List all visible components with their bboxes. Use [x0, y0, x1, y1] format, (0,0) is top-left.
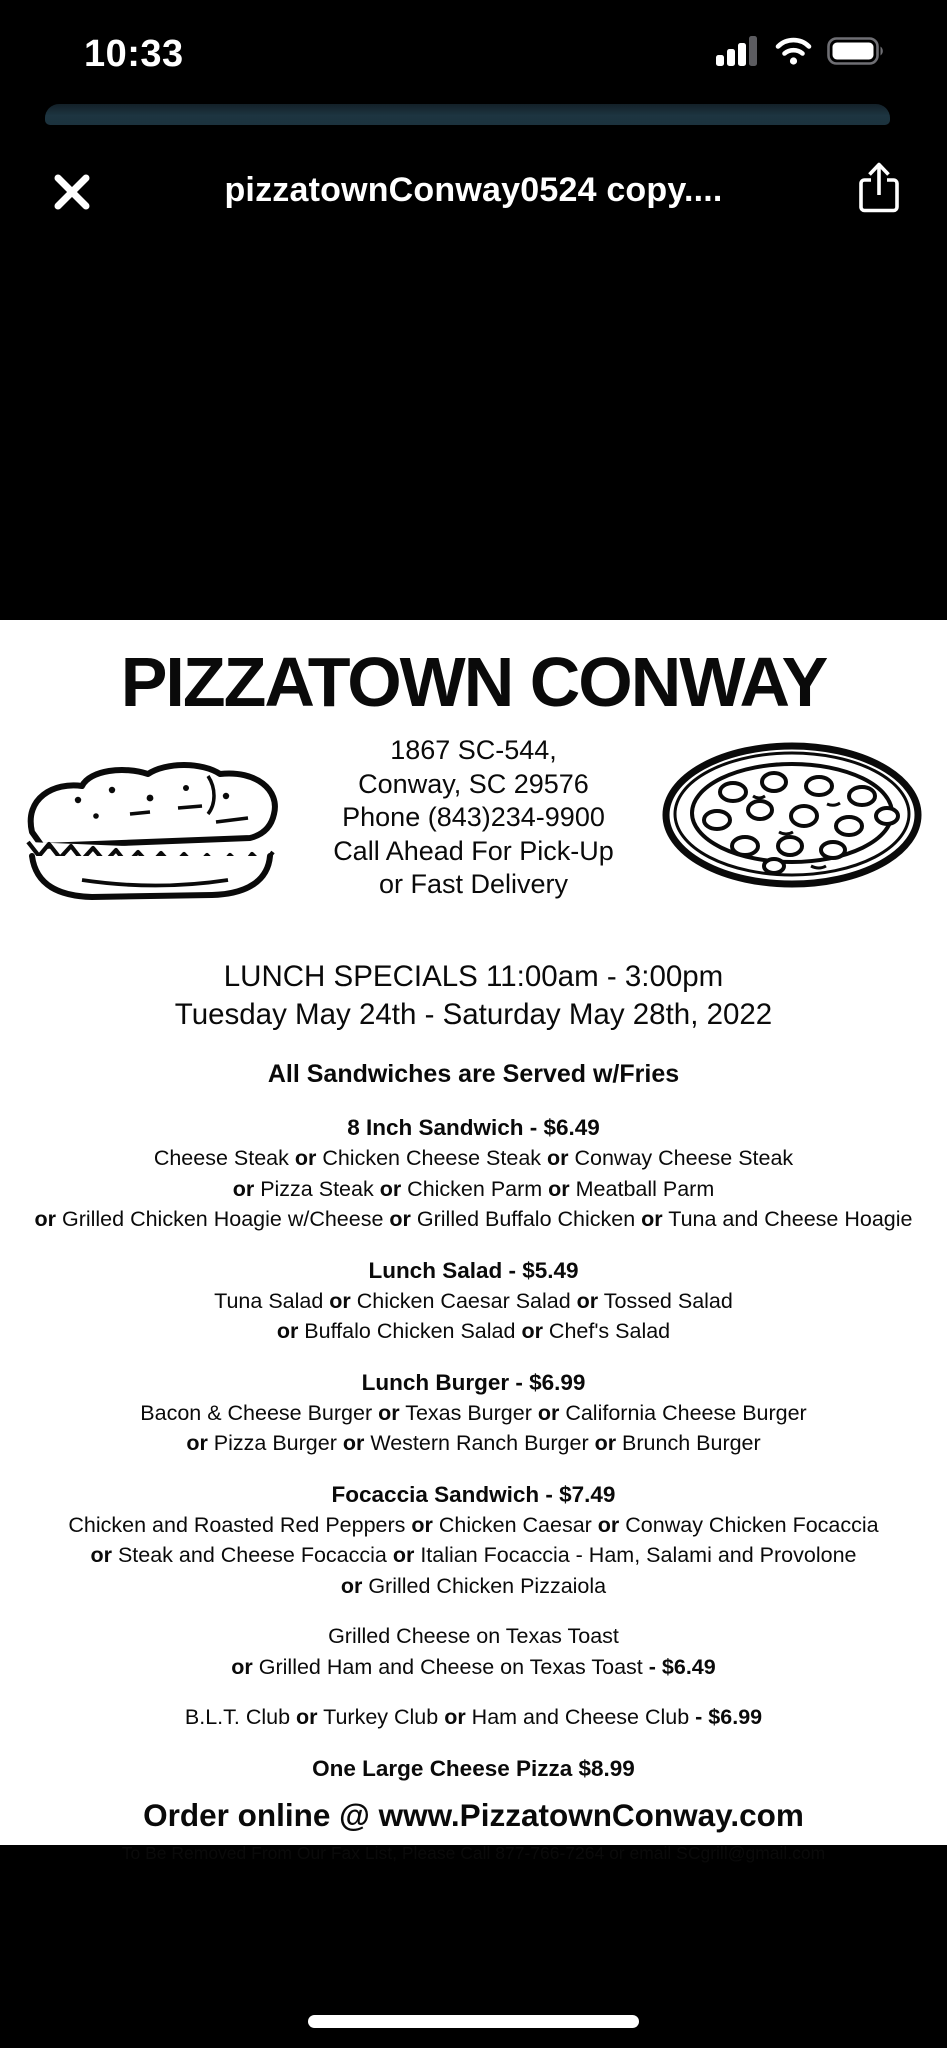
restaurant-name: PIZZATOWN CONWAY	[120, 643, 827, 721]
close-button[interactable]	[48, 170, 96, 214]
menu-section	[0, 1112, 947, 1235]
cellular-signal-icon	[716, 36, 760, 66]
menu-line: or Pizza Burger or Western Ranch Burger or Brunch Burger	[186, 1431, 761, 1455]
share-icon	[856, 161, 902, 215]
menu-section-heading: One Large Cheese Pizza $8.99	[312, 1755, 635, 1781]
menu-line: Grilled Cheese on Texas Toast	[328, 1624, 619, 1648]
menu-line: Cheese Steak or Chicken Cheese Steak or Conway Cheese Steak	[153, 1146, 794, 1170]
address-block	[234, 734, 714, 902]
address-line: Conway, SC 29576	[358, 768, 589, 799]
menu-line: or Grilled Ham and Cheese on Texas Toast - $6.49	[231, 1654, 716, 1679]
menu-line: B.L.T. Club or Turkey Club or Ham and Cheese Club - $6.99	[184, 1705, 763, 1729]
share-button[interactable]	[853, 160, 905, 216]
menu-section	[0, 1255, 947, 1347]
fax-removal-note: To Be Removed From Our Fax List, Please Call 877-766-7264 or email SCgrill@gmail.com	[121, 1842, 826, 1863]
sandwich-drawing	[20, 752, 288, 904]
menu-line: or Grilled Chicken Pizzaiola	[340, 1573, 607, 1598]
address-line: 1867 SC-544,	[390, 735, 557, 765]
menu-line: or Steak and Cheese Focaccia or Italian Focaccia - Ham, Salami and Provolone	[90, 1543, 857, 1567]
menu-line: or Pizza Steak or Chicken Parm or Meatball Parm	[232, 1176, 715, 1201]
order-online-line: Order online @ www.PizzatownConway.com	[143, 1796, 804, 1833]
specials-line: LUNCH SPECIALS 11:00am - 3:00pm	[223, 960, 724, 993]
close-x-icon	[52, 172, 92, 212]
menu-line: Tuna Salad or Chicken Caesar Salad or Tossed Salad	[214, 1288, 733, 1313]
pizza-drawing	[661, 740, 923, 890]
address-line: Call Ahead For Pick-Up	[333, 835, 614, 866]
menu-section	[0, 1479, 947, 1602]
menu-section	[0, 1367, 947, 1459]
battery-icon	[827, 37, 885, 65]
document-title: pizzatownConway0524 copy....	[224, 170, 723, 209]
menu-section-heading: Focaccia Sandwich - $7.49	[331, 1481, 616, 1507]
doc-header	[0, 734, 947, 922]
status-bar	[0, 0, 947, 90]
status-icons	[716, 36, 885, 66]
address-line: Phone (843)234-9900	[342, 802, 605, 832]
home-indicator[interactable]	[308, 2015, 639, 2028]
menu-section-heading: 8 Inch Sandwich - $6.49	[347, 1115, 600, 1140]
menu-line: or Grilled Chicken Hoagie w/Cheese or Grilled Buffalo Chicken or Tuna and Cheese Hoagie	[34, 1207, 913, 1231]
menu-section	[0, 1621, 947, 1682]
served-with-fries-note: All Sandwiches are Served w/Fries	[267, 1060, 680, 1088]
menu-line: Bacon & Cheese Burger or Texas Burger or California Cheese Burger	[140, 1400, 807, 1425]
document-preview[interactable]	[0, 620, 947, 1863]
background-app-card-edge	[45, 104, 890, 125]
lunch-specials	[0, 958, 947, 1033]
menu-section	[0, 1702, 947, 1733]
wifi-icon	[775, 37, 812, 65]
specials-line: Tuesday May 24th - Saturday May 28th, 2022	[174, 997, 773, 1031]
menu-section-heading: Lunch Burger - $6.99	[361, 1369, 586, 1395]
preview-header	[0, 158, 947, 222]
status-time: 10:33	[84, 33, 184, 75]
menu-sections	[0, 1112, 947, 1784]
menu-line: Chicken and Roasted Red Peppers or Chicken Caesar or Conway Chicken Focaccia	[68, 1512, 879, 1537]
menu-section-heading: Lunch Salad - $5.49	[368, 1257, 579, 1283]
menu-line: or Buffalo Chicken Salad or Chef's Salad	[276, 1319, 671, 1343]
address-line: or Fast Delivery	[378, 869, 569, 899]
menu-section	[0, 1753, 947, 1784]
